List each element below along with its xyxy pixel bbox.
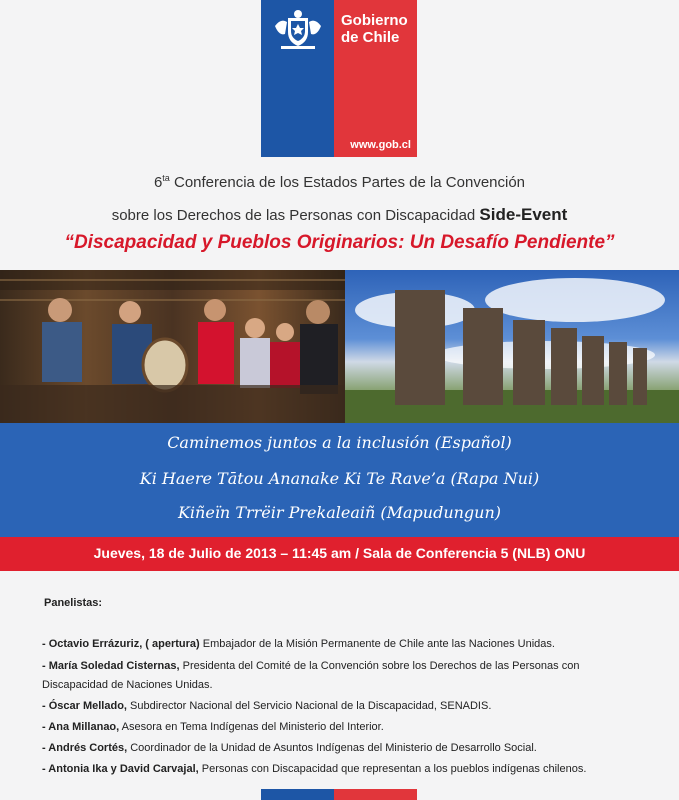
slogan-rapa-nui: Ki Haere Tātou Ananake Ki Te Rave’a (Rapa Nui) [139,469,540,488]
coat-of-arms-icon [271,6,325,52]
panelist-item: - Ana Millanao, Asesora en Tema Indígenas del Ministerio del Interior. [42,721,384,733]
heading-line-1: $6^{ta}$ Conferencia de los Estados Partes de la Convención [153,173,526,191]
logo-text: Gobierno de Chile [341,12,408,46]
panelist-item: - Antonia Ika y David Carvajal, Personas con Discapacidad que representan a los pueblos indígenas chilenos. [42,763,587,775]
panelist-item: - Óscar Mellado, Subdirector Nacional del Servicio Nacional de la Discapacidad, SENADIS. [42,700,492,712]
event-date-band [0,537,679,571]
slogan-mapudungun: Kiñeïn Trrëir Prekaleaiñ (Mapudungun) [177,503,502,522]
panelist-item-continued: Discapacidad de Naciones Unidas. [42,679,213,691]
footer-stripe-red [334,789,417,800]
mapuche-family-photo [0,270,345,423]
rapa-nui-moai-photo [345,270,679,423]
gobierno-logo [261,0,417,157]
logo-url[interactable]: www.gob.cl [350,139,411,151]
event-title: “Discapacidad y Pueblos Originarios: Un Desafío Pendiente” [64,232,615,253]
panelist-item: - Octavio Errázuriz, ( apertura) Embajador de la Misión Permanente de Chile ante las Naciones Unidas. [42,638,555,650]
slogan-spanish: Caminemos juntos a la inclusión (Español) [167,433,512,452]
panelists-title: Panelistas: [44,597,103,609]
event-date-location: Jueves, 18 de Julio de 2013 – 11:45 am / Sala de Conferencia 5 (NLB) ONU [93,545,586,561]
heading-line-2: sobre los Derechos de las Personas con Discapacidad Side-Event [111,205,568,224]
panelist-item: - María Soledad Cisternas, Presidenta del Comité de la Convención sobre los Derechos de las Personas con [42,660,580,672]
slogans-band [0,423,679,537]
panelist-item: - Andrés Cortés, Coordinador de la Unidad de Asuntos Indígenas del Ministerio de Desarrollo Social. [42,742,537,754]
footer-stripe-blue [261,789,334,800]
